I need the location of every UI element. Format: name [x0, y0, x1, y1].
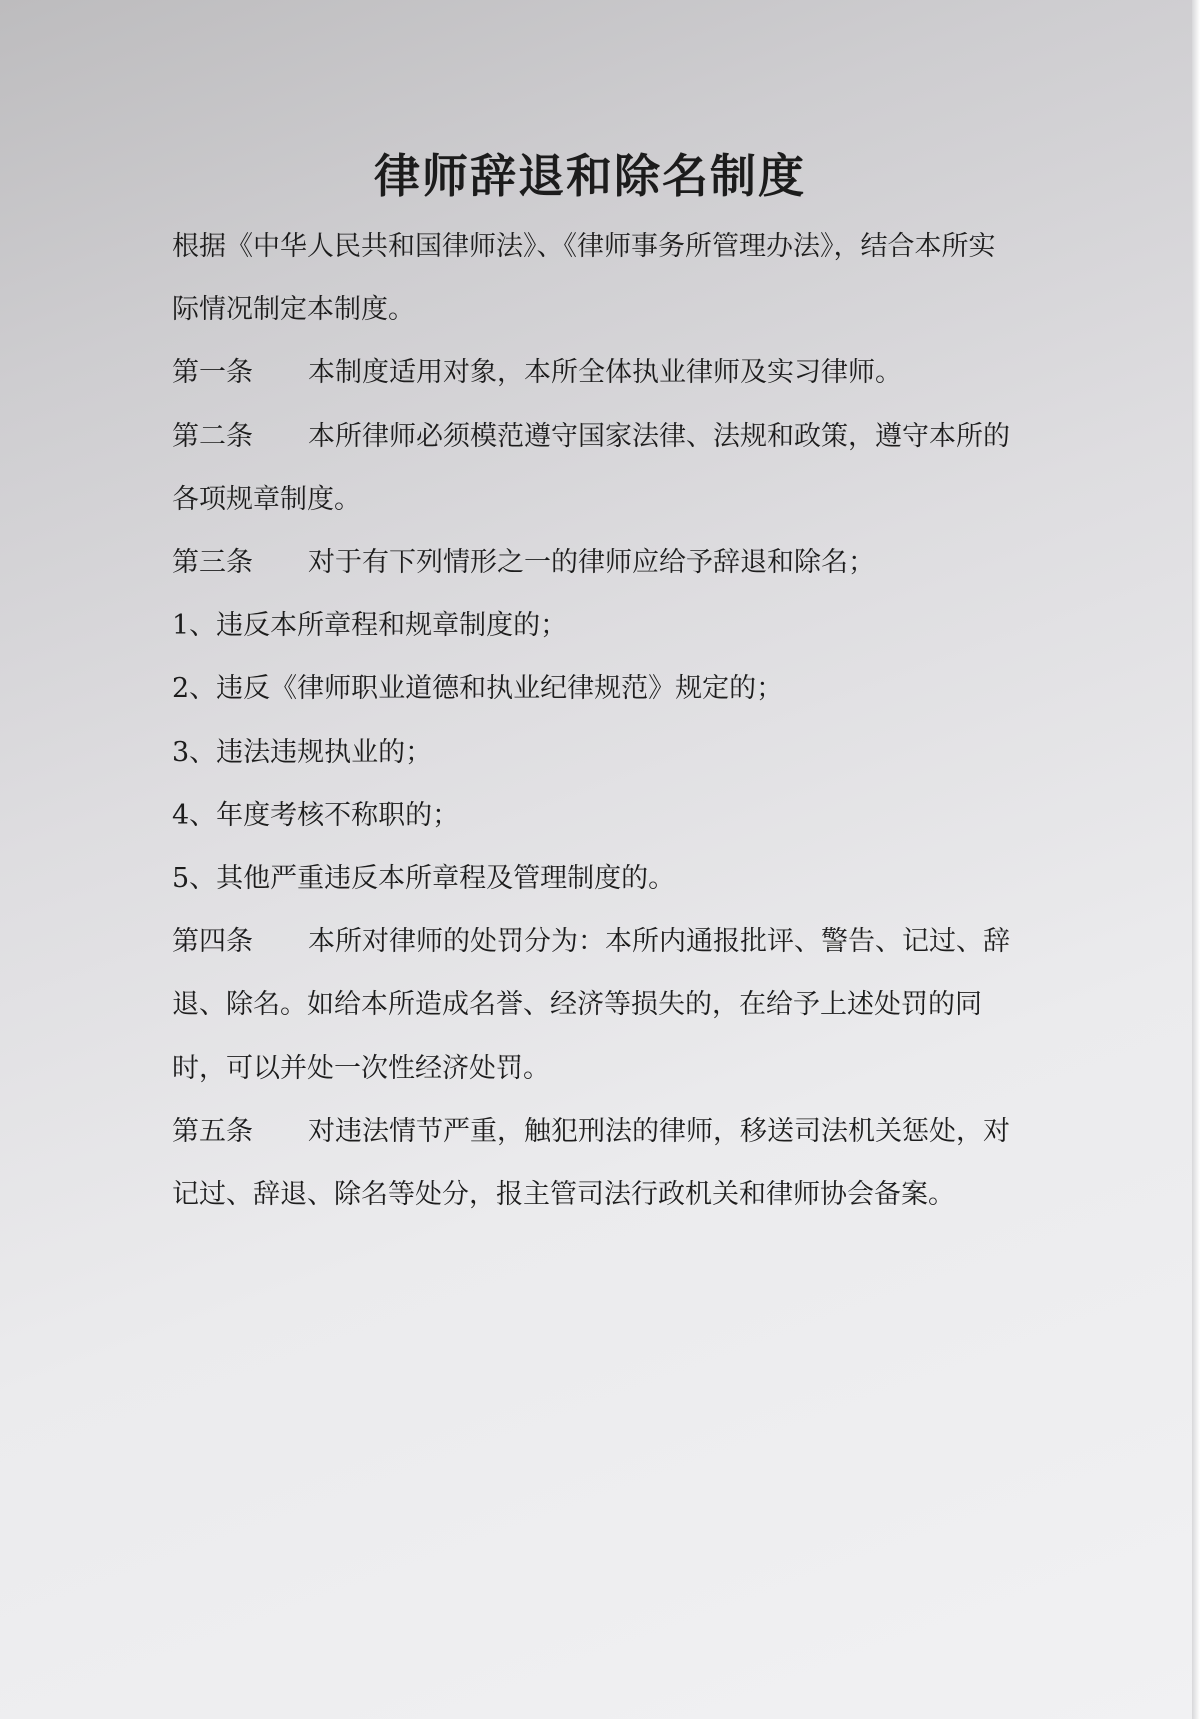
article-2	[172, 405, 1012, 531]
document-body	[172, 215, 1012, 1226]
article-1-label: 第一条	[172, 357, 253, 389]
article-5-text: 对违法情节严重，触犯刑法的律师，移送司法机关惩处，对记过、辞退、除名等处分，报主管司法行政机关和律师协会备案。	[172, 1115, 1010, 1211]
article-5	[172, 1100, 1012, 1226]
article-5-label: 第五条	[172, 1115, 253, 1147]
list-item: 4、年度考核不称职的；	[172, 799, 460, 831]
article-2-text: 本所律师必须模范遵守国家法律、法规和政策，遵守本所的各项规章制度。	[172, 420, 1010, 515]
list-item: 1、违反本所章程和规章制度的；	[172, 610, 568, 642]
article-3-label: 第三条	[172, 547, 253, 579]
article-4	[172, 910, 1012, 1100]
list-item: 3、违法违规执业的；	[172, 736, 433, 768]
intro-paragraph: 根据《中华人民共和国律师法》、《律师事务所管理办法》，结合本所实际情况制定本制度。	[172, 231, 996, 326]
article-4-label: 第四条	[172, 926, 253, 958]
article-4-text: 本所对律师的处罚分为：本所内通报批评、警告、记过、辞退、除名。如给本所造成名誉、经济等损失的，在给予上述处罚的同时，可以并处一次性经济处罚。	[172, 926, 1010, 1084]
page-edge	[1192, 0, 1200, 1719]
document-title: 律师辞退和除名制度	[374, 149, 806, 203]
article-1	[172, 341, 1012, 404]
list-item: 2、违反《律师职业道德和执业纪律规范》规定的；	[172, 673, 784, 705]
article-3	[172, 531, 1012, 594]
article-3-text: 对于有下列情形之一的律师应给予辞退和除名；	[308, 547, 875, 579]
article-1-text: 本制度适用对象，本所全体执业律师及实习律师。	[308, 357, 902, 389]
list-item: 5、其他严重违反本所章程及管理制度的。	[172, 863, 676, 895]
article-2-label: 第二条	[172, 420, 253, 452]
